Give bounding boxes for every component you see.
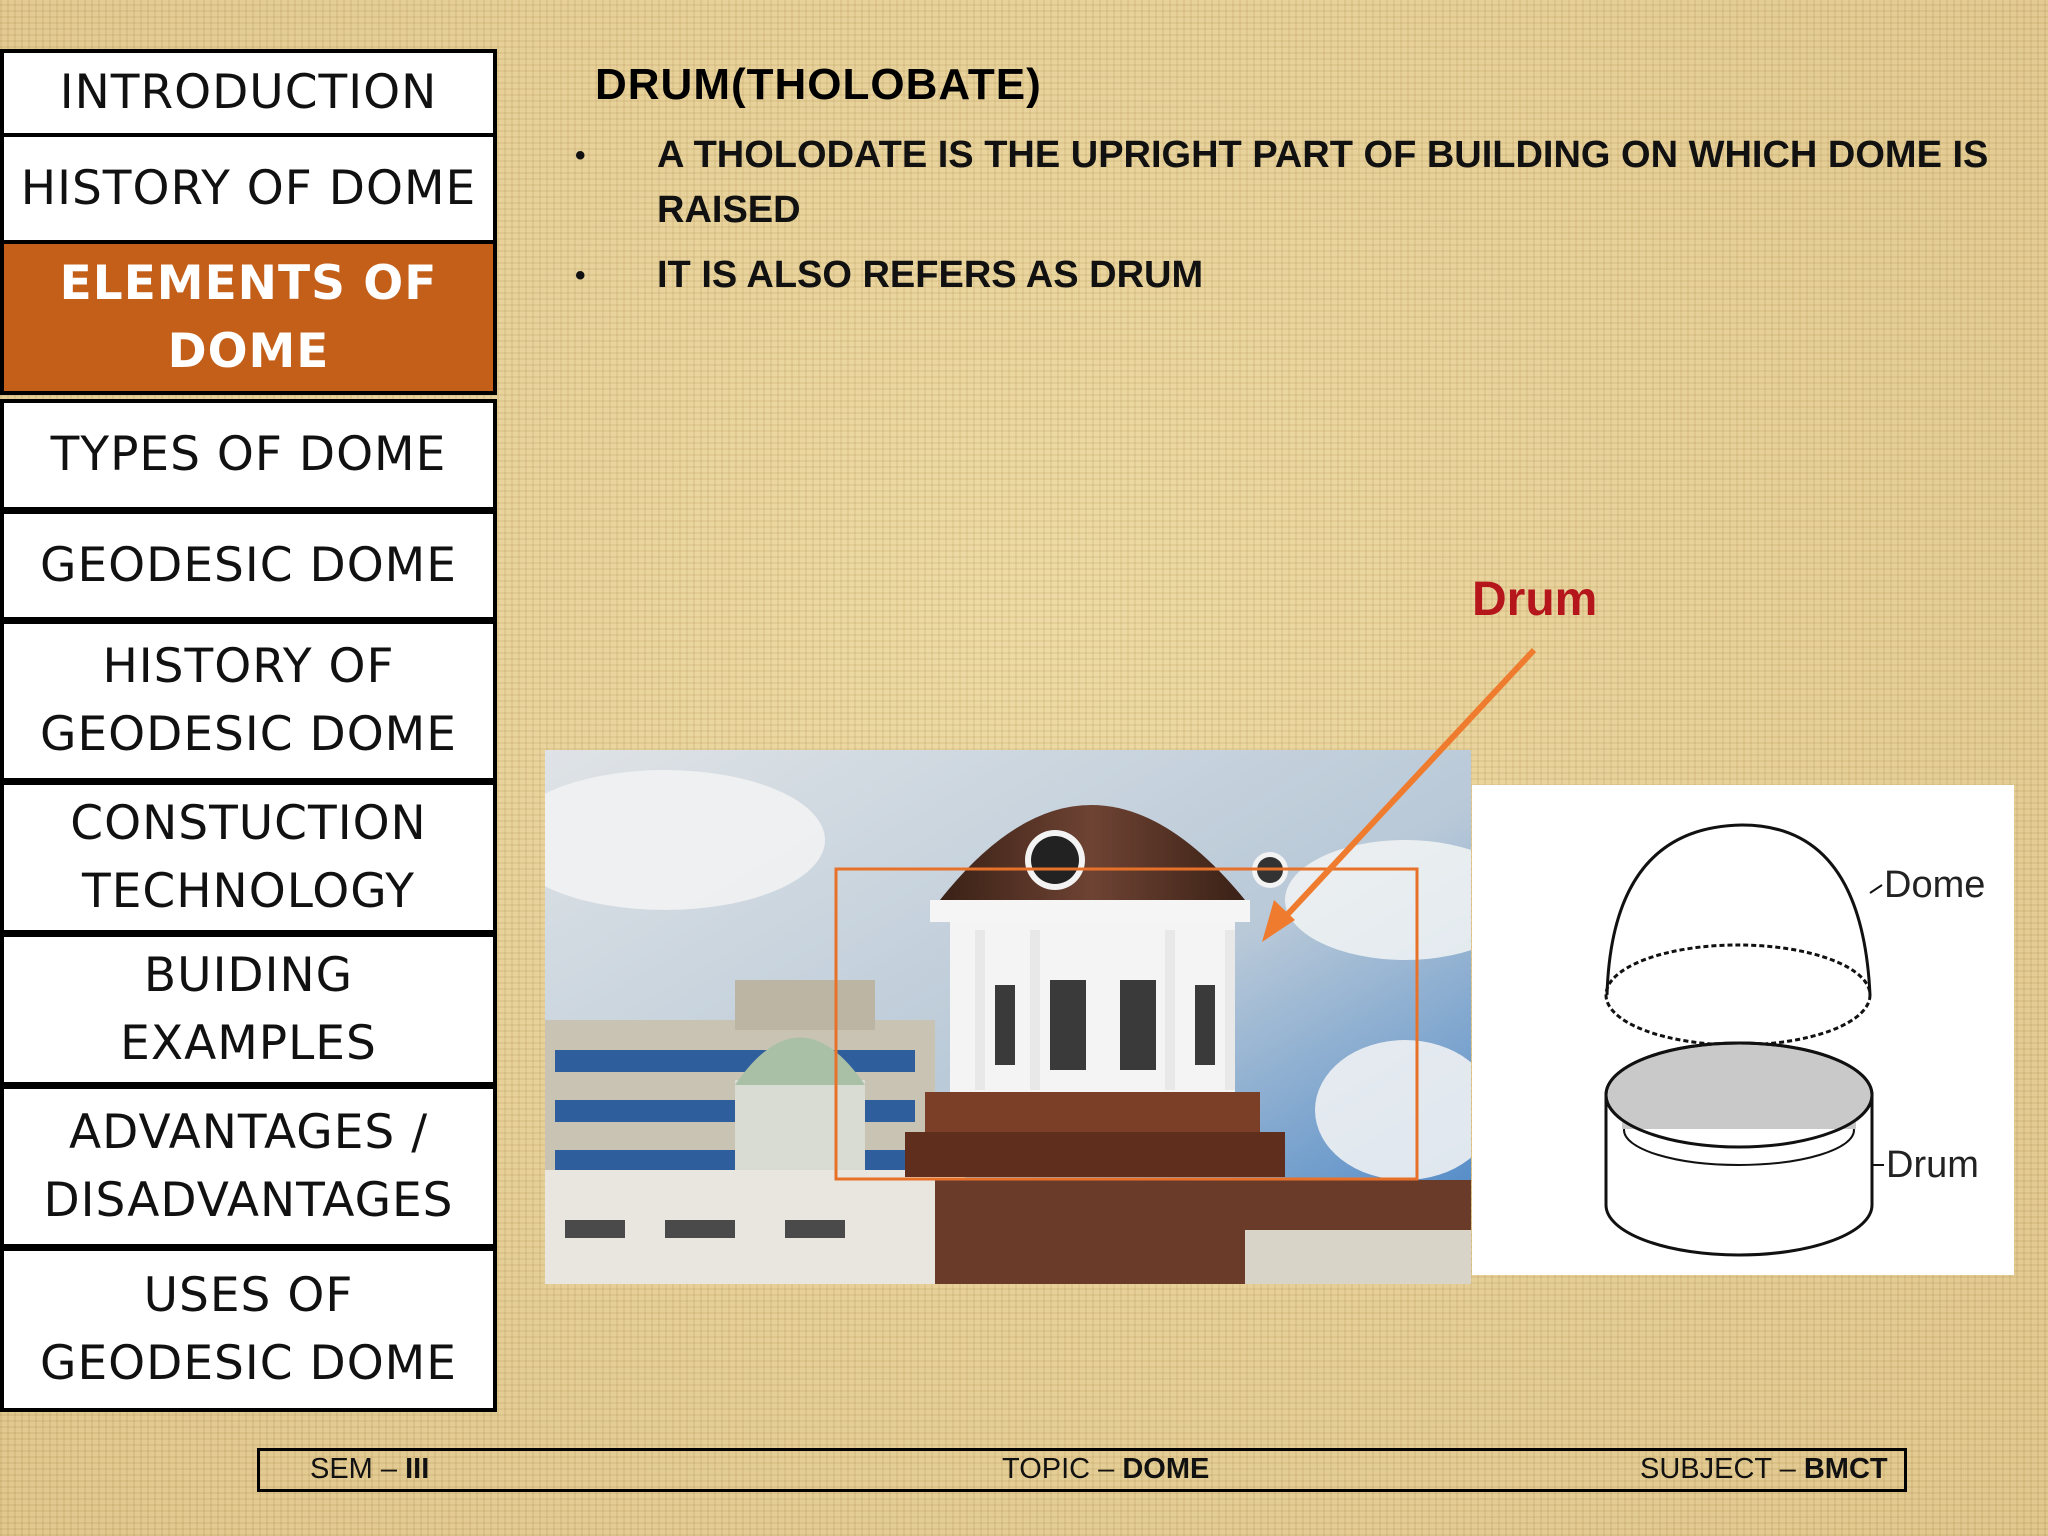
nav-item-geodesic-dome[interactable]: GEODESIC DOME (0, 510, 497, 621)
footer-subject-value: BMCT (1803, 1453, 1888, 1485)
nav-item-advantages-disadvantages[interactable]: ADVANTAGES / DISADVANTAGES (0, 1085, 497, 1248)
bullet-icon: • (575, 259, 586, 292)
footer-topic-value: DOME (1122, 1453, 1210, 1485)
footer-sem (310, 1453, 429, 1486)
bullet-text: IT IS ALSO REFERS AS DRUM (657, 254, 1204, 296)
nav-item-types-of-dome[interactable]: TYPES OF DOME (0, 399, 497, 511)
bullet-text: A THOLODATE IS THE UPRIGHT PART OF BUILDING ON WHICH DOME IS RAISED (657, 134, 1989, 231)
nav-item-construction-technology[interactable]: CONSTUCTION TECHNOLOGY (0, 781, 497, 934)
bullet-item (575, 248, 1995, 303)
bullet-list (575, 128, 1995, 313)
dome-label: Dome (1884, 864, 1986, 906)
nav-item-history-of-geodesic-dome[interactable]: HISTORY OF GEODESIC DOME (0, 620, 497, 782)
footer-sem-value: III (405, 1453, 430, 1485)
bullet-icon: • (575, 139, 586, 172)
footer-sem-prefix: SEM – (310, 1453, 406, 1485)
nav-item-history-of-dome[interactable]: HISTORY OF DOME (0, 133, 497, 244)
nav-item-introduction[interactable]: INTRODUCTION (0, 49, 497, 137)
nav-item-building-examples[interactable]: BUIDING EXAMPLES (0, 933, 497, 1086)
drum-callout-label: Drum (1472, 573, 1598, 626)
footer-subject (1640, 1453, 1888, 1486)
building-photo (545, 750, 1471, 1284)
dome-drum-diagram (1472, 785, 2014, 1275)
dome-drum-diagram-illustration (1472, 785, 2014, 1275)
footer-topic-prefix: TOPIC – (1002, 1453, 1123, 1485)
drum-label: Drum (1886, 1144, 1979, 1186)
nav-item-uses-of-geodesic-dome[interactable]: USES OF GEODESIC DOME (0, 1247, 497, 1412)
slide-footer (257, 1448, 1907, 1492)
slide-title: DRUM(THOLOBATE) (595, 60, 1042, 109)
nav-item-elements-of-dome[interactable]: ELEMENTS OF DOME (0, 240, 497, 395)
bullet-item (575, 128, 1995, 238)
building-photo-illustration (545, 750, 1471, 1284)
footer-subject-prefix: SUBJECT – (1640, 1453, 1804, 1485)
footer-topic (1002, 1453, 1209, 1486)
